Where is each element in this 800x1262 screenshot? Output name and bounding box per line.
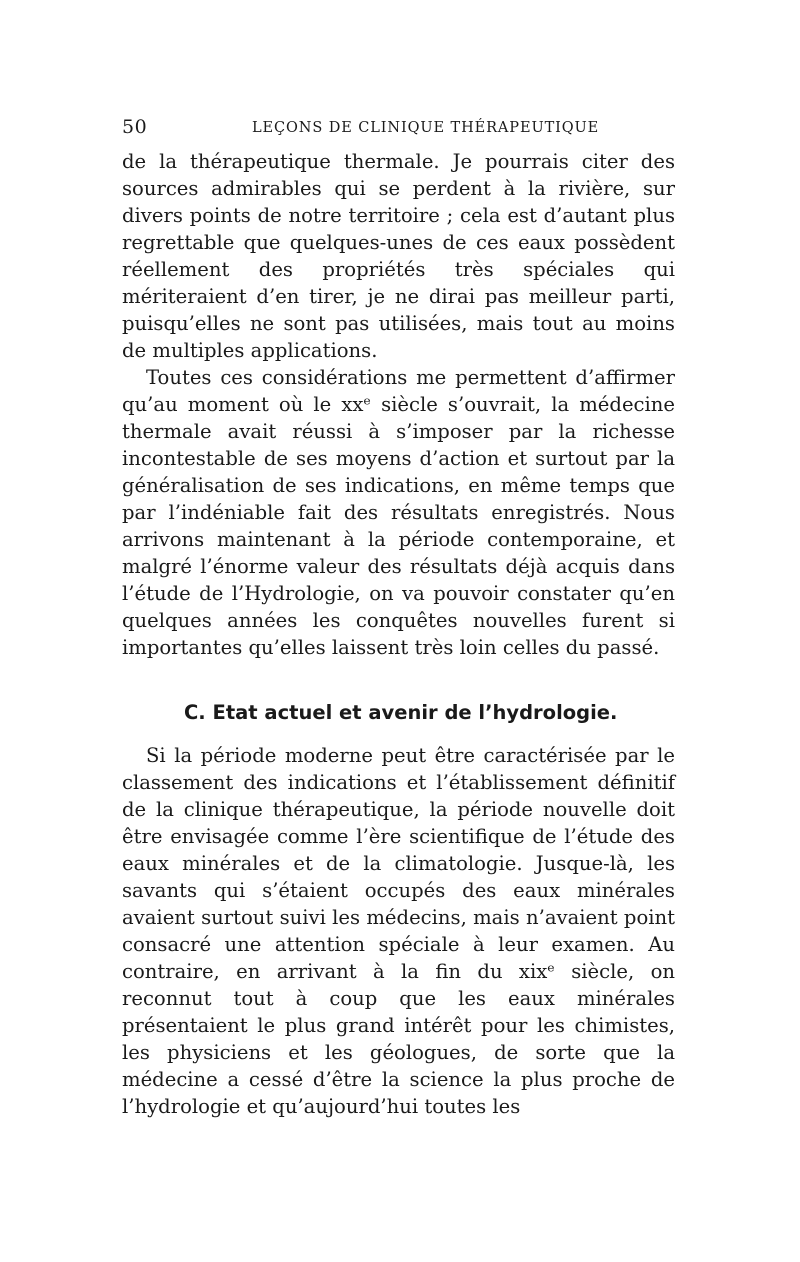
paragraph-modern-period: Si la période moderne peut être caractérisée par le classement des indications et l’établissement définitif de la clinique thérapeutique, la période nouvelle doit être envisagée comme l’ère scientifique de l’étude des eaux minérales et de la climatologie. Jusque-là, les savants qui s’étaient occupés des eaux minérales avaient surtout suivi les médecins, mais n’avaient point consacré une attention spéciale à leur examen. Au contraire, en arrivant à la fin du xixᵉ siècle, on reconnut tout à coup que les eaux minérales présentaient le plus grand intérêt pour les chimistes, les physiciens et les géologues, de sorte que la médecine a cessé d’être la science la plus proche de l’hydrologie et qu’aujourd’hui toutes les — [122, 744, 675, 1118]
running-header — [122, 114, 675, 140]
body-text — [122, 148, 675, 1120]
paragraph-continued: de la thérapeutique thermale. Je pourrais citer des sources admirables qui se perdent à la rivière, sur divers points de notre territoire ; cela est d’autant plus regrettable que quelques-unes de ces eaux possèdent réellement des propriétés très spéciales qui mériteraient d’en tirer, je ne dirai pas meilleur parti, puisqu’elles ne sont pas utilisées, mais tout au moins de multiples applications. — [122, 150, 675, 362]
running-title: LEÇONS DE CLINIQUE THÉRAPEUTIQUE — [252, 120, 600, 136]
section-heading: C. Etat actuel et avenir de l’hydrologie. — [184, 701, 618, 724]
paragraph-considerations: Toutes ces considérations me permettent d’affirmer qu’au moment où le xxᵉ siècle s’ouvrait, la médecine thermale avait réussi à s’imposer par la richesse incontestable de ses moyens d’action et surtout par la généralisation de ses indications, en même temps que par l’indéniable fait des résultats enregistrés. Nous arrivons maintenant à la période contemporaine, et malgré l’énorme valeur des résultats déjà acquis dans l’étude de l’Hydrologie, on va pouvoir constater qu’en quelques années les conquêtes nouvelles furent si importantes qu’elles laissent très loin celles du passé. — [122, 366, 675, 659]
page-number: 50 — [122, 116, 148, 138]
